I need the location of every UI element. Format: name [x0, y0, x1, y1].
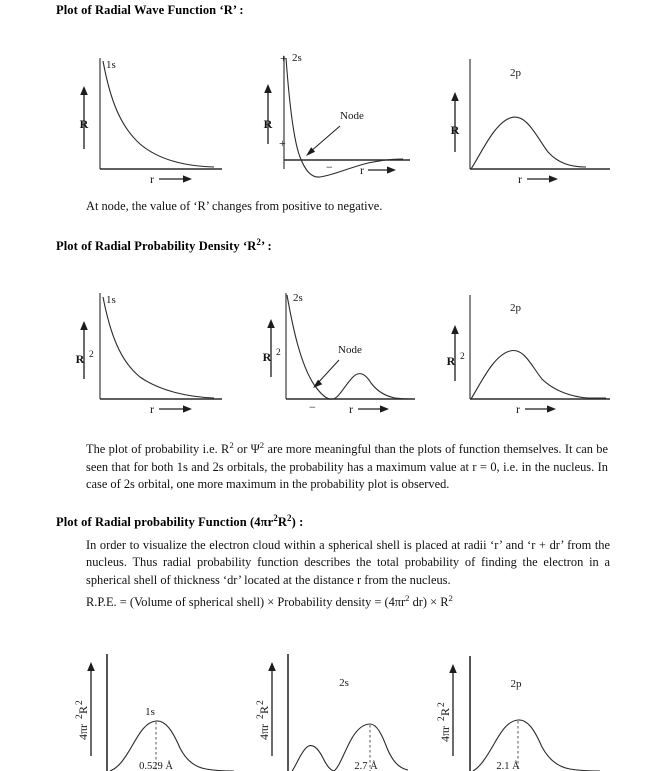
x-axis-arrow-icon — [368, 166, 396, 173]
x-axis-arrow-icon — [159, 405, 192, 412]
x-axis-label: r — [150, 402, 154, 416]
series-label-1s: 1s — [145, 706, 155, 718]
heading-rp-sup1: 2 — [273, 513, 278, 523]
y-axis-label-exp2: 2 — [75, 700, 85, 705]
series-label-1s: 1s — [106, 59, 116, 71]
y-axis-label: 4πr — [76, 723, 90, 740]
y-axis-label-exponent: 2 — [89, 350, 94, 360]
node-annotation-label: Node — [338, 344, 362, 356]
formula-rpe — [86, 590, 610, 612]
chart-R2-2p — [438, 281, 618, 416]
node-pointer-arrow-icon — [313, 360, 339, 388]
sign-negative: − — [326, 160, 333, 174]
heading-rp-prefix: Plot of Radial probability Function (4πr — [56, 515, 274, 530]
heading-wave-function-text: Plot of Radial Wave Function — [56, 3, 220, 17]
y-axis-label-exp1: 2 — [75, 714, 85, 719]
paragraph-probability-density — [86, 437, 608, 493]
heading-pd-symbol: ‘R — [242, 239, 257, 254]
y-axis-arrow-icon — [451, 92, 459, 152]
y-axis-label: R — [79, 117, 89, 131]
chart-R-2p — [438, 44, 618, 184]
heading-probability-density — [56, 237, 272, 254]
chart-R-1s — [62, 44, 232, 184]
y-axis-arrow-icon — [267, 319, 275, 377]
chart-RPF-2p — [428, 636, 618, 771]
node-pointer-arrow-icon — [306, 126, 340, 156]
heading-rp-suffix: ) : — [291, 515, 304, 530]
series-label-2s: 2s — [292, 52, 302, 64]
para-pd-text: The plot of probability i.e. $R^2$ or $\Psi^2$ are more meaningful than the plots of function themselves. It can be seen that for both 1s and 2s orbitals, the probability has a maximum value at r = 0, i.e. in the nucleus. In case of 2s orbital, one more maximum in the probability plot is observed. — [86, 440, 608, 491]
y-axis-label-R: R — [76, 705, 90, 714]
chart-R-2s — [248, 44, 423, 184]
series-label-2p: 2p — [510, 67, 521, 79]
series-label-2s: 2s — [339, 677, 349, 689]
y-axis-label-group — [256, 700, 271, 740]
page-title — [56, 3, 244, 18]
x-axis-arrow-icon — [159, 175, 192, 182]
y-axis-label-exp1: 2 — [256, 714, 266, 719]
x-axis-arrow-icon — [358, 405, 389, 412]
heading-rp-sup2: 2 — [286, 513, 292, 523]
series-label-2s: 2s — [293, 292, 303, 304]
heading-pd-suffix: ’ : — [260, 239, 272, 254]
x-axis-label: r — [150, 172, 154, 184]
y-axis-label: R — [450, 123, 460, 137]
y-axis-arrow-icon — [80, 321, 88, 379]
y-axis-label-group — [437, 702, 452, 742]
y-axis-label-group — [75, 700, 90, 740]
heading-radial-probability — [56, 513, 303, 530]
heading-pd-sup: 2 — [256, 237, 261, 247]
x-axis-label: r — [518, 172, 522, 184]
y-axis-arrow-icon — [451, 325, 459, 381]
peak-distance-label: 2.1 Å — [496, 761, 520, 771]
y-axis-label: R — [263, 117, 273, 131]
y-axis-arrow-icon — [264, 84, 272, 144]
series-label-2p: 2p — [510, 678, 522, 690]
note-at-node: At node, the value of ‘R’ changes from positive to negative. — [86, 199, 383, 213]
formula-rpe-text: R.P.E. = (Volume of spherical shell) × Probability density = ($4\pi r^2$ $dr) \times R^2$ — [86, 593, 453, 610]
x-axis-label: r — [349, 402, 353, 416]
chart-R2-1s — [62, 281, 232, 416]
heading-rp-mid: R — [277, 515, 287, 530]
y-axis-label: R — [446, 354, 456, 368]
series-label-1s: 1s — [106, 294, 116, 306]
y-axis-label: R — [75, 352, 85, 366]
y-axis-label: R — [262, 350, 272, 364]
y-axis-label: 4πr — [438, 725, 452, 742]
y-axis-label-exponent: 2 — [460, 352, 465, 362]
x-axis-arrow-icon — [527, 175, 558, 182]
x-axis-label: r — [360, 163, 364, 177]
y-axis-label-exp1: 2 — [437, 716, 447, 721]
y-axis-label-exponent: 2 — [276, 348, 281, 358]
x-axis-label: r — [516, 402, 520, 416]
sign-positive-top: + — [280, 51, 287, 65]
paragraph-radial-probability: In order to visualize the electron cloud within a spherical shell is placed at radii ‘r’ and ‘r + dr’ from the nucleus. Thus radial probability function describes the total probability of finding the electron in a spherical shell of thickness ‘dr’ located at the distance r from the nucleus. — [86, 538, 610, 587]
node-annotation-label: Node — [340, 110, 364, 122]
series-label-2p: 2p — [510, 302, 521, 314]
x-axis-arrow-icon — [525, 405, 556, 412]
y-axis-label-R: R — [438, 707, 452, 716]
peak-distance-label: 2.7 Å — [354, 761, 378, 771]
sign-positive-inner: + — [279, 136, 286, 150]
chart-R2-2s — [253, 281, 428, 416]
sign-negative: − — [309, 400, 316, 414]
peak-distance-label: 0.529 Å — [139, 761, 173, 771]
heading-pd-prefix: Plot of Radial Probability Density — [56, 239, 243, 254]
heading-wave-function-symbol: ‘R’ — [219, 3, 237, 17]
chart-RPF-2s — [248, 636, 428, 771]
chart-RPF-1s — [66, 636, 246, 771]
y-axis-label-R: R — [257, 705, 271, 714]
y-axis-label-exp2: 2 — [437, 702, 447, 707]
y-axis-label-exp2: 2 — [256, 700, 266, 705]
y-axis-label: 4πr — [257, 723, 271, 740]
heading-wave-function-suffix: : — [236, 3, 244, 17]
